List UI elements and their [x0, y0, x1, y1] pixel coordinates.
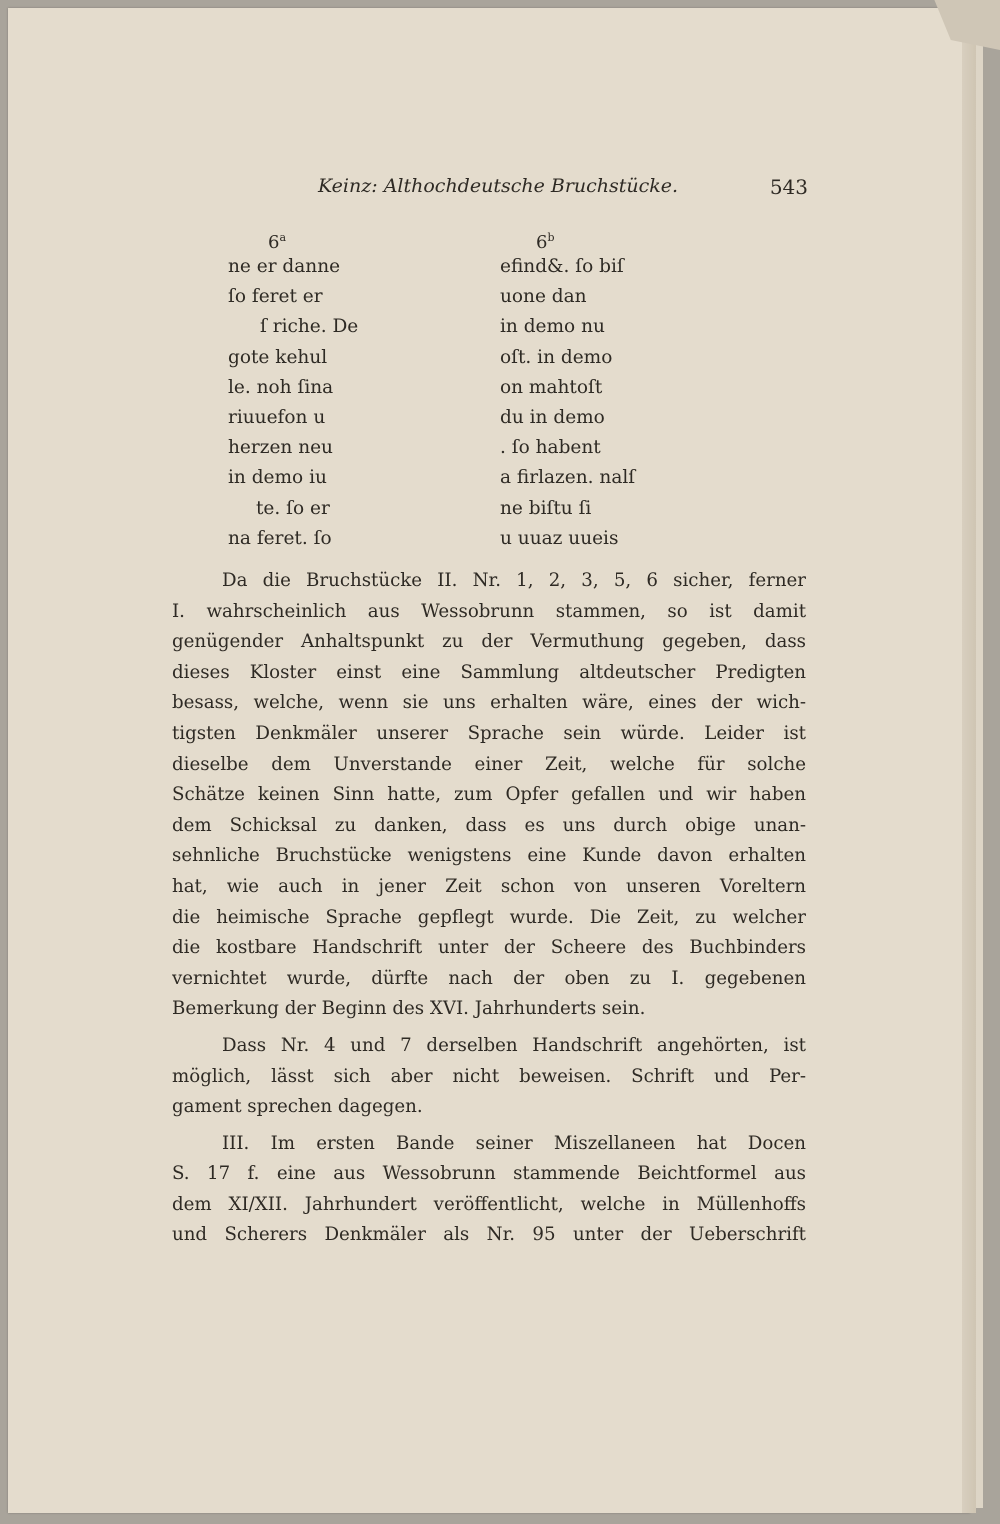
- text-line: u uuaz uueis: [500, 527, 619, 549]
- text-line: genügender Anhaltspunkt zu der Vermuthung gegeben, dass: [172, 631, 806, 653]
- text-line: sehnliche Bruchstücke wenigstens eine Kunde davon erhalten: [172, 845, 806, 867]
- text-line: vernichtet wurde, dürfte nach der oben zu I. gegebenen: [172, 967, 806, 989]
- text-line: ne er danne: [228, 256, 341, 277]
- paragraph-3: [172, 1129, 806, 1251]
- text-line: gament sprechen dagegen.: [172, 1096, 423, 1118]
- text-line: a firlazen. nalſ: [500, 467, 636, 489]
- text-line: I. wahrscheinlich aus Wessobrunn stammen, so ist damit: [172, 600, 806, 622]
- text-line: Da die Bruchstücke II. Nr. 1, 2, 3, 5, 6 sicher, ferner: [222, 570, 806, 591]
- text-line: ſ riche. De: [260, 316, 359, 338]
- text-line: te. ſo er: [256, 497, 330, 519]
- text-line: na feret. ſo: [228, 527, 332, 549]
- text-line: und Scherers Denkmäler als Nr. 95 unter der Ueberschrift: [172, 1224, 806, 1246]
- paragraph-2: [172, 1031, 806, 1123]
- text-line: riuuefon u: [228, 406, 326, 428]
- running-title: Keinz: Althochdeutsche Bruchstücke.: [318, 175, 679, 197]
- text-line: uone dan: [500, 286, 587, 308]
- text-line: besass, welche, wenn sie uns erhalten wäre, eines der wich-: [172, 692, 806, 714]
- text-line: S. 17 f. eine aus Wessobrunn stammende Beichtformel aus: [172, 1163, 806, 1185]
- text-line: die heimische Sprache gepflegt wurde. Die Zeit, zu welcher: [172, 906, 806, 928]
- column-label: 6$^b$: [536, 231, 555, 253]
- text-line: Bemerkung der Beginn des XVI. Jahrhunderts sein.: [172, 998, 646, 1020]
- text-line: . ſo habent: [500, 437, 601, 459]
- fragment-column-6b: [500, 224, 700, 554]
- fragment-column-6a: [228, 224, 408, 554]
- text-line: dieselbe dem Unverstande einer Zeit, welche für solche: [172, 753, 806, 775]
- text-line: in demo nu: [500, 316, 605, 338]
- text-line: tigsten Denkmäler unserer Sprache sein würde. Leider ist: [172, 722, 806, 744]
- text-line: efind&. ſo biſ: [500, 256, 624, 277]
- text-line: on mahtoſt: [500, 376, 603, 398]
- text-line: hat, wie auch in jener Zeit schon von unseren Voreltern: [172, 875, 806, 897]
- column-label: 6$^a$: [268, 231, 287, 253]
- page-edge: [962, 8, 976, 1513]
- text-line: in demo iu: [228, 467, 327, 489]
- text-line: oſt. in demo: [500, 346, 613, 368]
- text-line: le. noh ſina: [228, 376, 334, 398]
- page-number: 543: [769, 175, 808, 199]
- text-line: Dass Nr. 4 und 7 derselben Handschrift angehörten, ist: [222, 1034, 806, 1056]
- paragraph-1: [172, 566, 806, 1025]
- text-line: du in demo: [500, 406, 605, 428]
- text-line: herzen neu: [228, 437, 333, 459]
- text-line: dieses Kloster einst eine Sammlung altdeutscher Predigten: [172, 661, 806, 683]
- text-line: Schätze keinen Sinn hatte, zum Opfer gefallen und wir haben: [172, 784, 806, 806]
- body-text: [172, 566, 806, 1251]
- text-line: dem Schicksal zu danken, dass es uns durch obige unan-: [172, 814, 806, 836]
- text-line: III. Im ersten Bande seiner Miszellaneen hat Docen: [222, 1132, 806, 1154]
- text-line: möglich, lässt sich aber nicht beweisen. Schrift und Per-: [172, 1065, 806, 1087]
- text-line: ſo feret er: [228, 286, 323, 308]
- text-line: die kostbare Handschrift unter der Scheere des Buchbinders: [172, 937, 806, 959]
- text-line: ne biſtu ſi: [500, 497, 592, 519]
- text-line: dem XI/XII. Jahrhundert veröffentlicht, welche in Müllenhoffs: [172, 1193, 806, 1215]
- text-line: gote kehul: [228, 346, 328, 368]
